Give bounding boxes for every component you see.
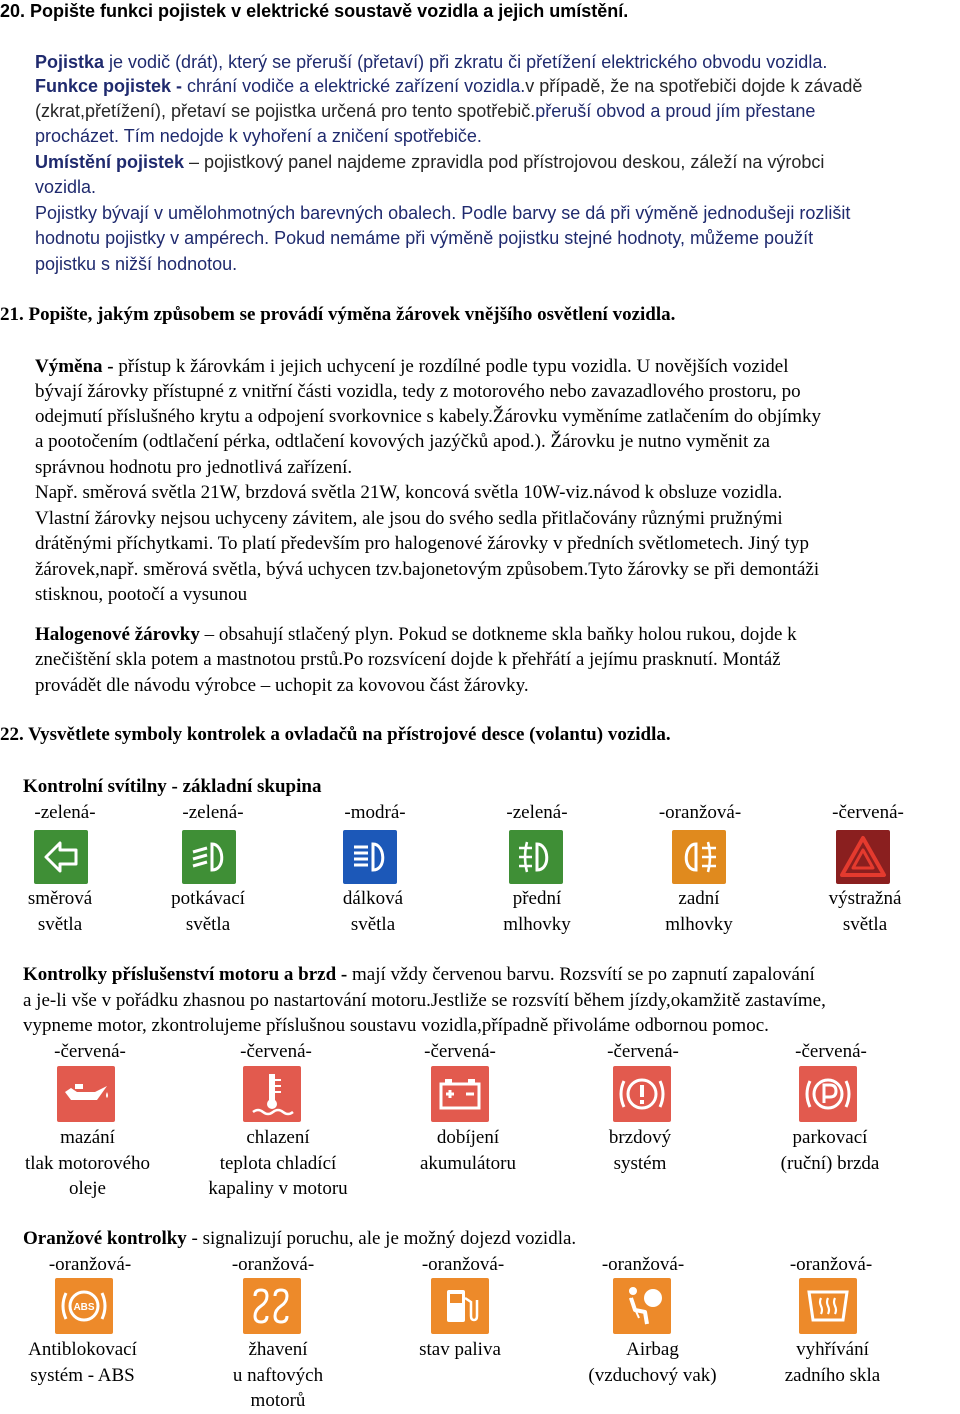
q20-line-5: Umístění pojistek – pojistkový panel najdeme zpravidla pod přístrojovou deskou, záleží na výrobci [35, 152, 825, 172]
engine-label-4: brzdový systém [608, 1127, 672, 1174]
section-basic-title: Kontrolní svítilny - základní skupina [23, 776, 322, 797]
basic-color-4: -zelená- [506, 802, 568, 823]
hazard-icon [836, 830, 890, 884]
engine-color-1: -červená- [54, 1041, 126, 1062]
fuel-icon [431, 1278, 489, 1334]
q21-line-6: Např. směrová světla 21W, brzdová světla 21W, koncová světla 10W-viz.návod k obsluze vozidla. [35, 482, 783, 503]
section-orange-title: Oranžové kontrolky - signalizují poruchu, ale je možný dojezd vozidla. [23, 1228, 577, 1249]
rear-fog-icon [672, 830, 726, 884]
basic-label-3: dálková světla [342, 888, 404, 935]
orange-label-1: Antiblokovací systém - ABS [28, 1339, 137, 1386]
brake-system-icon [613, 1066, 671, 1122]
orange-color-5: -oranžová- [789, 1254, 873, 1275]
basic-label-6: výstražná světla [828, 888, 902, 935]
q21-title: 21. Popište, jakým způsobem se provádí výměna žárovek vnějšího osvětlení vozidla. [0, 304, 676, 325]
q20-line-3: (zkrat,přetížení), přetaví se pojistka určená pro tento spotřebič.přeruší obvod a proud jím přestane [35, 101, 816, 121]
airbag-icon [613, 1278, 671, 1334]
q20-line-9: pojistku s nižší hodnotou. [35, 254, 238, 274]
q21-halogen-line-1: Halogenové žárovky – obsahují stlačený plyn. Pokud se dotkneme skla baňky holou rukou, dojde k [35, 624, 797, 645]
abs-icon [55, 1278, 113, 1334]
q21-line-7: Vlastní žárovky nejsou uchyceny závitem, ale jsou do svého sedla přitlačovány různými pružnými [35, 508, 783, 529]
q21-line-1: Výměna - přístup k žárovkám i jejich uchycení je rozdílné podle typu vozidla. U novějších vozidel [35, 356, 789, 377]
parking-brake-icon [799, 1066, 857, 1122]
front-fog-icon [509, 830, 563, 884]
basic-color-2: -zelená- [182, 802, 244, 823]
engine-label-5: parkovací (ruční) brzda [780, 1127, 880, 1174]
engine-color-5: -červená- [795, 1041, 867, 1062]
orange-label-4: Airbag (vzduchový vak) [588, 1339, 717, 1386]
basic-color-1: -zelená- [34, 802, 96, 823]
q21-line-10: stisknou, pootočí a vysunou [35, 584, 248, 605]
q21-halogen-line-2: znečištění skla potem a mastnotou prstů.Po rozsvícení dojde k přehřátí a jejímu prasknutí. Montáž [35, 649, 781, 670]
basic-color-3: -modrá- [344, 802, 406, 823]
basic-color-6: -červená- [832, 802, 904, 823]
q22-title: 22. Vysvětlete symboly kontrolek a ovladačů na přístrojové desce (volantu) vozidla. [0, 724, 671, 745]
high-beam-icon [343, 830, 397, 884]
q21-line-4: a pootočením (odtlačení pérka, odtlačení kovových jazýčků apod.). Žárovku je nutno vyměnit za [35, 431, 770, 452]
basic-label-4: přední mlhovky [503, 888, 571, 935]
basic-label-2: potkávací světla [171, 888, 245, 935]
low-beam-icon [182, 830, 236, 884]
q21-line-2: bývají žárovky přístupné z vnitřní části vozidla, tedy z motorového nebo zavazadlového prostoru, po [35, 381, 801, 402]
orange-color-3: -oranžová- [421, 1254, 505, 1275]
q20-line-6: vozidla. [35, 177, 97, 197]
q20-line-1: Pojistka je vodič (drát), který se přeruší (přetaví) při zkratu či přetížení elektrického obvodu vozidla. [35, 52, 828, 72]
engine-color-2: -červená- [240, 1041, 312, 1062]
engine-color-4: -červená- [607, 1041, 679, 1062]
basic-label-1: směrová světla [27, 888, 93, 935]
orange-color-4: -oranžová- [601, 1254, 685, 1275]
q21-line-5: správnou hodnotu pro jednotlivá zařízení. [35, 457, 353, 478]
orange-color-2: -oranžová- [231, 1254, 315, 1275]
q20-line-8: hodnotu pojistky v ampérech. Pokud nemáme při výměně pojistku stejné hodnoty, můžeme použít [35, 228, 814, 248]
oil-pressure-icon [57, 1066, 115, 1122]
orange-label-3: stav paliva [419, 1339, 501, 1360]
rear-defrost-icon [799, 1278, 857, 1334]
q20-line-2: Funkce pojistek - chrání vodiče a elektrické zařízení vozidla.v případě, že na spotřebiči dojde k závadě [35, 76, 863, 96]
orange-label-5: vyhřívání zadního skla [784, 1339, 881, 1386]
section-engine-line-3: vypneme motor, zkontrolujeme příslušnou soustavu vozidla,případně přivoláme odbornou pomoc. [23, 1015, 769, 1036]
abs-icon-text: ABS [73, 1302, 95, 1313]
turn-signal-icon [34, 830, 88, 884]
q21-line-9: žárovek,např. směrová světla, bývá uchycen tzv.bajonetovým způsobem.Tyto žárovky se při demontáži [35, 559, 820, 580]
q20-line-4: procházet. Tím nedojde k vyhoření a zničení spotřebiče. [35, 126, 482, 146]
engine-label-3: dobíjení akumulátoru [419, 1127, 517, 1174]
engine-label-1: mazání tlak motorového oleje [24, 1127, 151, 1199]
q21-line-8: drátěnými příchytkami. To platí především pro halogenové žárovky v předních světlometech. Jiný typ [35, 533, 809, 554]
q20-title: 20. Popište funkci pojistek v elektrické soustavě vozidla a jejich umístění. [0, 1, 629, 21]
glow-plug-icon [243, 1278, 301, 1334]
q20-line-7: Pojistky bývají v umělohmotných barevných obalech. Podle barvy se dá při výměně jednodušeji rozlišit [35, 203, 851, 223]
q21-halogen-line-3: provádět dle návodu výrobce – uchopit za kovovou část žárovky. [35, 675, 529, 696]
basic-color-5: -oranžová- [658, 802, 742, 823]
section-engine-line-1: Kontrolky příslušenství motoru a brzd - mají vždy červenou barvu. Rozsvítí se po zapnutí zapalování [23, 964, 815, 985]
engine-label-2: chlazení teplota chladící kapaliny v motoru [208, 1127, 348, 1199]
q21-line-3: odejmutí příslušného krytu a odpojení svorkovnice s kabely.Žárovku vyměníme zatlačením do objímky [35, 406, 822, 427]
orange-color-1: -oranžová- [48, 1254, 132, 1275]
engine-color-3: -červená- [424, 1041, 496, 1062]
section-engine-line-2: a je-li vše v pořádku zhasnou po nastartování motoru.Jestliže se rozsvítí během jízdy,okamžitě zastavíme, [23, 990, 826, 1011]
orange-label-2: žhavení u naftových motorů [232, 1339, 324, 1411]
coolant-temperature-icon [243, 1066, 301, 1122]
basic-label-5: zadní mlhovky [665, 888, 733, 935]
battery-icon [431, 1066, 489, 1122]
